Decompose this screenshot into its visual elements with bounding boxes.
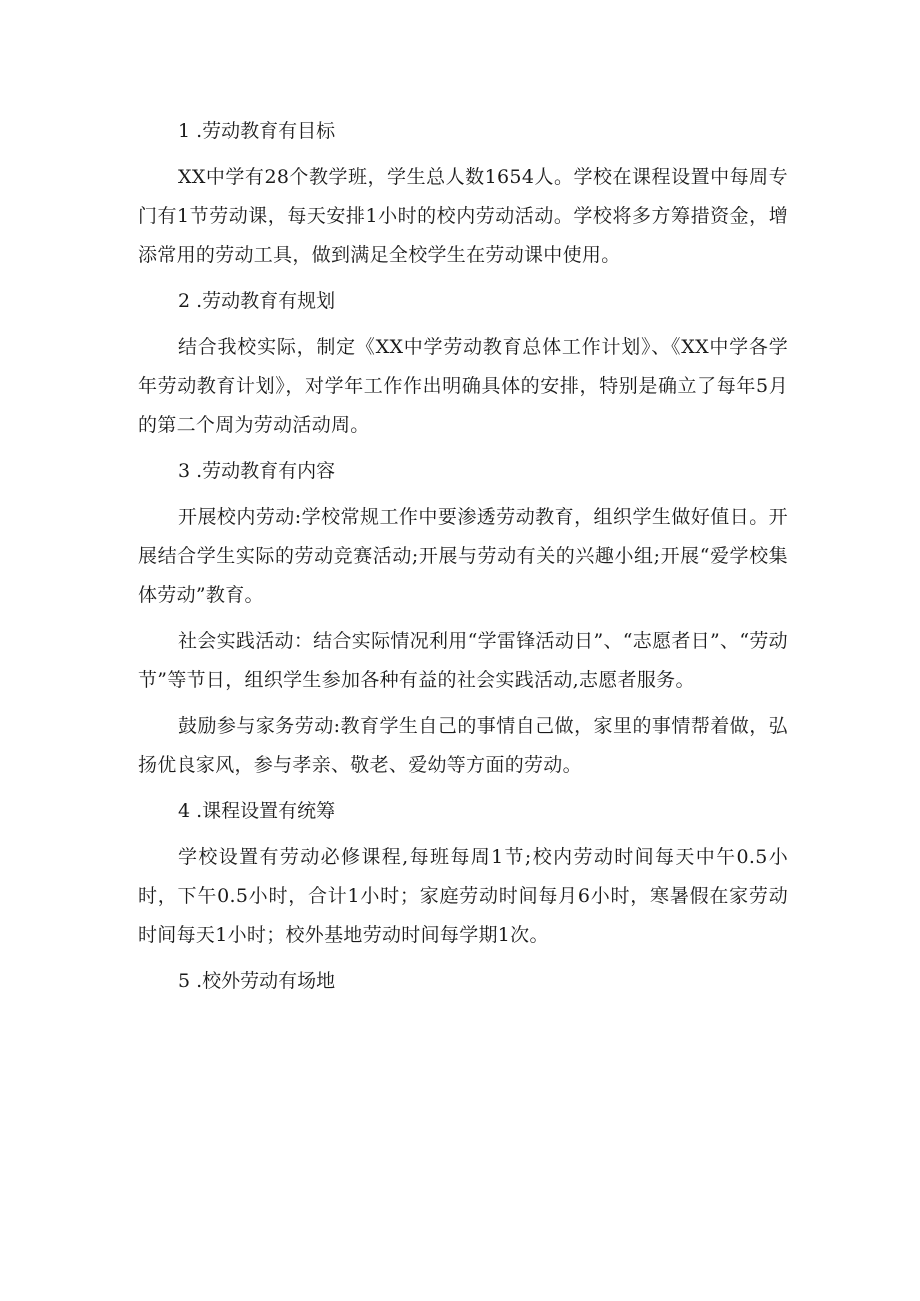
section-4-paragraph-1: 学校设置有劳动必修课程,每班每周1节;校内劳动时间每天中午0.5小时，下午0.5小时，合计1小时；家庭劳动时间每月6小时，寒暑假在家劳动时间每天1小时；校外基地劳动时间每学期1次。 [138, 846, 788, 946]
section-heading-2: 2 .劳动教育有规划 [178, 290, 336, 312]
section-2-paragraph-1: 结合我校实际，制定《XX中学劳动教育总体工作计划》、《XX中学各学年劳动教育计划》，对学年工作作出明确具体的安排，特别是确立了每年5月的第二个周为劳动活动周。 [138, 336, 788, 436]
section-heading-1: 1 .劳动教育有目标 [178, 120, 336, 142]
section-1-paragraph-1: XX中学有28个教学班，学生总人数1654人。学校在课程设置中每周专门有1节劳动课，每天安排1小时的校内劳动活动。学校将多方筹措资金，增添常用的劳动工具，做到满足全校学生在劳动课中使用。 [138, 166, 788, 266]
section-heading-5: 5 .校外劳动有场地 [178, 970, 336, 992]
section-heading-4: 4 .课程设置有统筹 [178, 800, 336, 822]
section-3-paragraph-1: 开展校内劳动:学校常规工作中要渗透劳动教育，组织学生做好值日。开展结合学生实际的劳动竞赛活动;开展与劳动有关的兴趣小组;开展“爱学校集体劳动”教育。 [138, 506, 788, 606]
section-3-paragraph-2: 社会实践活动：结合实际情况利用“学雷锋活动日”、“志愿者日”、“劳动节”等节日，组织学生参加各种有益的社会实践活动,志愿者服务。 [138, 630, 788, 691]
section-3-paragraph-3: 鼓励参与家务劳动:教育学生自己的事情自己做，家里的事情帮着做，弘扬优良家风，参与孝亲、敬老、爱幼等方面的劳动。 [138, 715, 788, 776]
section-heading-3: 3 .劳动教育有内容 [178, 460, 336, 482]
document-body [138, 112, 788, 1008]
